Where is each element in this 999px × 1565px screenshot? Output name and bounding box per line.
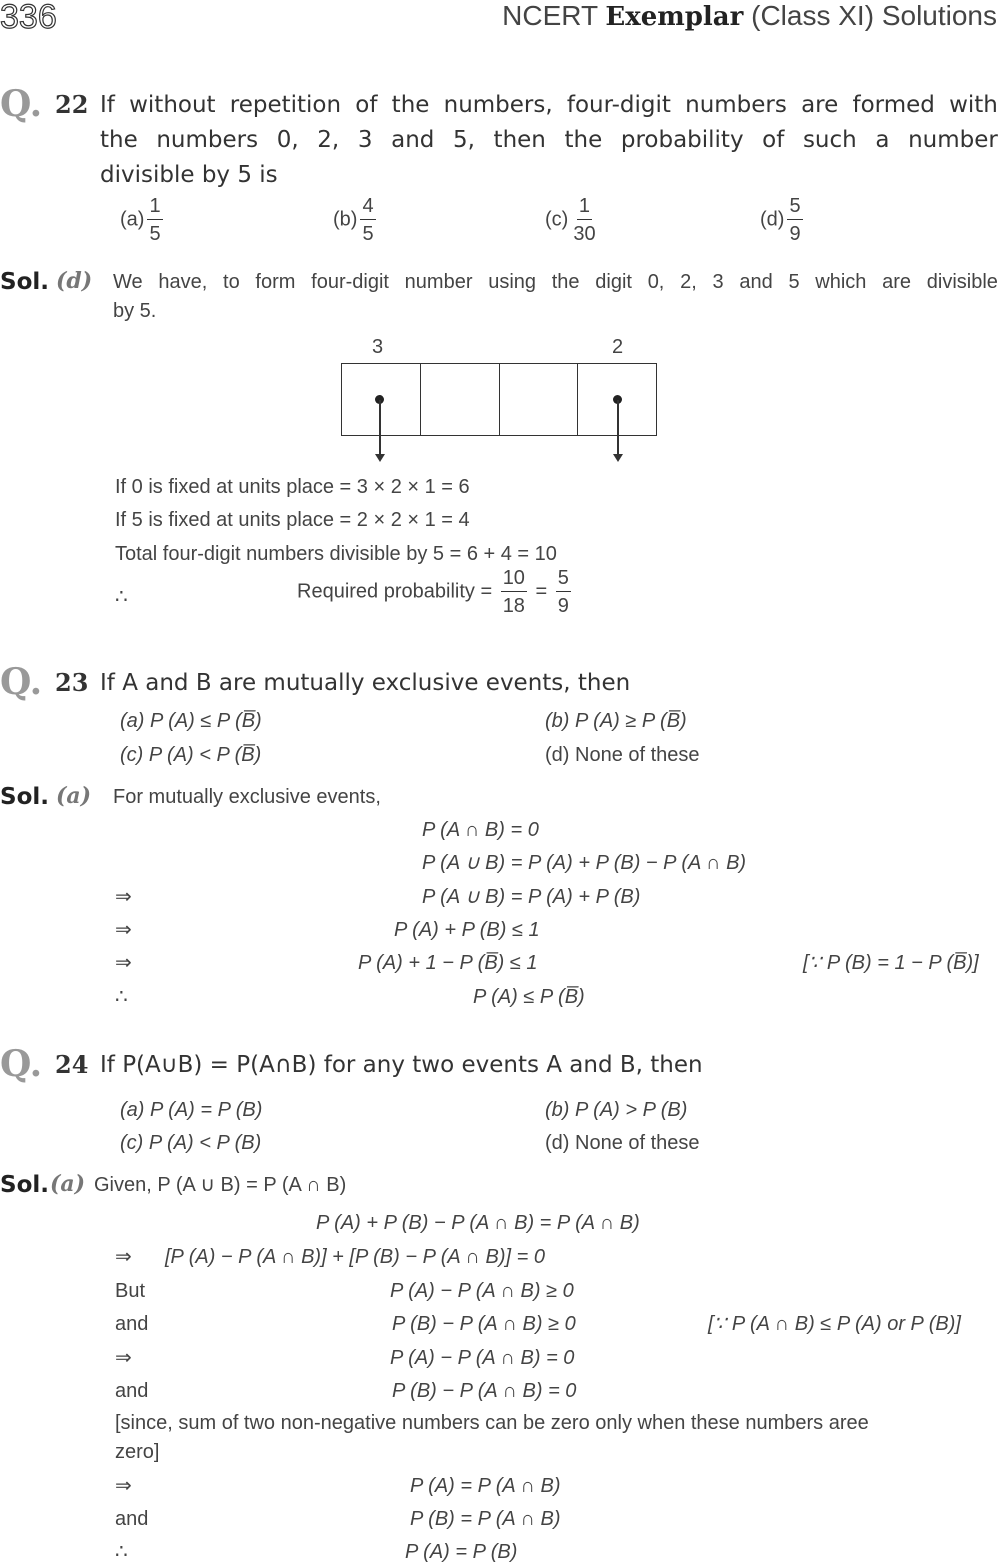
word: using (488, 271, 537, 293)
option-c: (c) P (A) < P (B̅) (120, 744, 262, 766)
implies-symbol: ⇒ (115, 1246, 132, 1268)
arrow-down-icon (617, 400, 619, 458)
digit-box (500, 364, 579, 435)
step-word: and (115, 1313, 149, 1335)
option-b: (b) $\frac{4}{5}$ (333, 195, 374, 245)
word: a (875, 127, 890, 153)
option-c: (c) P (A) < P (B) (120, 1132, 262, 1154)
header-title-post: (Class XI) Solutions (743, 0, 997, 31)
page-number: 336 (0, 0, 57, 36)
step-word: and (115, 1380, 149, 1402)
solution-text: by 5. (113, 300, 157, 322)
word: the (100, 127, 138, 153)
equation: P (B) − P (A ∩ B) = 0 (392, 1380, 577, 1402)
solution-text: Given, P (A ∪ B) = P (A ∩ B) (94, 1174, 347, 1196)
word: 2, (680, 271, 697, 293)
option-d: (d) None of these (545, 1132, 700, 1154)
word: 2, (317, 127, 340, 153)
therefore-symbol: ∴ (115, 1541, 128, 1563)
option-a: (a) $\frac{1}{5}$ (120, 195, 161, 245)
therefore-symbol: ∴ (115, 986, 128, 1008)
word: are (801, 92, 839, 118)
equation: P (A) = P (A ∩ B) (410, 1475, 561, 1497)
word: numbers (685, 92, 787, 118)
step-line: Total four-digit numbers divisible by 5 = 6 + 4 = 10 (115, 543, 557, 565)
word: and (391, 127, 435, 153)
equation-note: [∵ P (B) = 1 − P (B̅)] (803, 952, 979, 974)
question-marker: Q. (0, 83, 43, 125)
word: form (255, 271, 296, 293)
solution-text: For mutually exclusive events, (113, 786, 381, 808)
remark-text: [since, sum of two non-negative numbers can be zero only when these numbers aree (115, 1412, 869, 1434)
equation: P (A) = P (B) (405, 1541, 518, 1563)
step-word: and (115, 1508, 149, 1530)
step-line: If 5 is fixed at units place = 2 × 2 × 1 = 4 (115, 509, 470, 531)
question-number: 22 (55, 90, 89, 119)
question-number: 24 (55, 1050, 89, 1079)
equation: P (A ∪ B) = P (A) + P (B) (422, 886, 641, 908)
word: 0, (276, 127, 299, 153)
word: numbers, (443, 92, 553, 118)
word: digit (595, 271, 632, 293)
word: If (100, 92, 115, 118)
header-title-pre: NCERT (502, 0, 606, 31)
word: numbers (156, 127, 259, 153)
solution-answer: (a) (56, 783, 92, 809)
word: such (802, 127, 857, 153)
implies-symbol: ⇒ (115, 1347, 132, 1369)
word: probability (620, 127, 744, 153)
option-b: (b) P (A) ≥ P (B̅) (545, 710, 687, 732)
solution-text (113, 272, 998, 292)
equation: P (A) ≤ P (B̅) (473, 986, 585, 1008)
word: have, (158, 271, 208, 293)
remark-text: zero] (115, 1441, 160, 1463)
word: 3 (357, 127, 373, 153)
solution-answer: (a) (50, 1171, 86, 1197)
equation: P (A ∩ B) = 0 (422, 819, 539, 841)
word: divisible (926, 271, 998, 293)
solution-label: Sol. (0, 269, 49, 295)
solution-label: Sol. (0, 784, 49, 810)
question-marker: Q. (0, 1043, 43, 1085)
word: 5, (452, 127, 475, 153)
option-a: (a) P (A) ≤ P (B̅) (120, 710, 262, 732)
equation: P (A) − P (A ∩ B) = 0 (390, 1347, 575, 1369)
digit-place-boxes (341, 363, 657, 436)
step-word: But (115, 1280, 146, 1302)
word: and (739, 271, 773, 293)
word: which (815, 271, 867, 293)
step-line: If 0 is fixed at units place = 3 × 2 × 1 = 6 (115, 476, 470, 498)
word: with (949, 92, 998, 118)
question-text-line: divisible by 5 is (100, 162, 278, 188)
option-a: (a) P (A) = P (B) (120, 1099, 263, 1121)
diagram-label: 2 (612, 336, 624, 358)
word: repetition (229, 92, 342, 118)
word: without (129, 92, 216, 118)
equation: [P (A) − P (A ∩ B)] + [P (B) − P (A ∩ B)] = 0 (165, 1246, 545, 1268)
digit-box (421, 364, 500, 435)
word: the (564, 127, 603, 153)
word: four-digit (311, 271, 389, 293)
word: then (493, 127, 546, 153)
solution-label: Sol. (0, 1172, 49, 1198)
word: of (355, 92, 378, 118)
arrow-down-icon (379, 400, 381, 458)
question-text-line (100, 129, 998, 152)
question-text: If A and B are mutually exclusive events, then (100, 670, 631, 696)
running-header (502, 2, 997, 30)
implies-symbol: ⇒ (115, 1475, 132, 1497)
word: four-digit (566, 92, 671, 118)
implies-symbol: ⇒ (115, 952, 132, 974)
question-marker: Q. (0, 661, 43, 703)
word: 3 (712, 271, 724, 293)
required-probability: Required probability = $\frac{10}{18}$ = $\frac{5}{9}$ (297, 567, 569, 617)
word: of (762, 127, 785, 153)
equation: P (A) + P (B) − P (A ∩ B) = P (A ∩ B) (316, 1212, 640, 1234)
diagram-label: 3 (372, 336, 384, 358)
equation: P (A) + 1 − P (B̅) ≤ 1 (358, 952, 538, 974)
word: 0, (647, 271, 665, 293)
equation: P (B) = P (A ∩ B) (410, 1508, 561, 1530)
question-text: If P(A∪B) = P(A∩B) for any two events A and B, then (100, 1052, 703, 1078)
option-b: (b) P (A) > P (B) (545, 1099, 688, 1121)
header-title-bold: Exemplar (605, 2, 744, 32)
option-d: (d) None of these (545, 744, 700, 766)
word: the (391, 92, 430, 118)
solution-answer: (d) (56, 268, 93, 294)
therefore-symbol: ∴ (115, 586, 128, 608)
implies-symbol: ⇒ (115, 886, 132, 908)
equation-note: [∵ P (A ∩ B) ≤ P (A) or P (B)] (708, 1313, 961, 1335)
equation: P (A) + P (B) ≤ 1 (394, 919, 540, 941)
word: to (223, 271, 240, 293)
question-text-line (100, 94, 998, 117)
word: We (113, 271, 143, 293)
equation: P (A) − P (A ∩ B) ≥ 0 (390, 1280, 574, 1302)
word: the (551, 271, 580, 293)
option-c: (c) $\frac{1}{30}$ (545, 195, 596, 245)
equation: P (A ∪ B) = P (A) + P (B) − P (A ∩ B) (422, 852, 747, 874)
implies-symbol: ⇒ (115, 919, 132, 941)
word: formed (852, 92, 935, 118)
word: number (908, 127, 998, 153)
word: 5 (788, 271, 800, 293)
word: are (882, 271, 912, 293)
option-d: (d) $\frac{5}{9}$ (760, 195, 801, 245)
question-number: 23 (55, 668, 89, 697)
equation: P (B) − P (A ∩ B) ≥ 0 (392, 1313, 576, 1335)
word: number (404, 271, 473, 293)
